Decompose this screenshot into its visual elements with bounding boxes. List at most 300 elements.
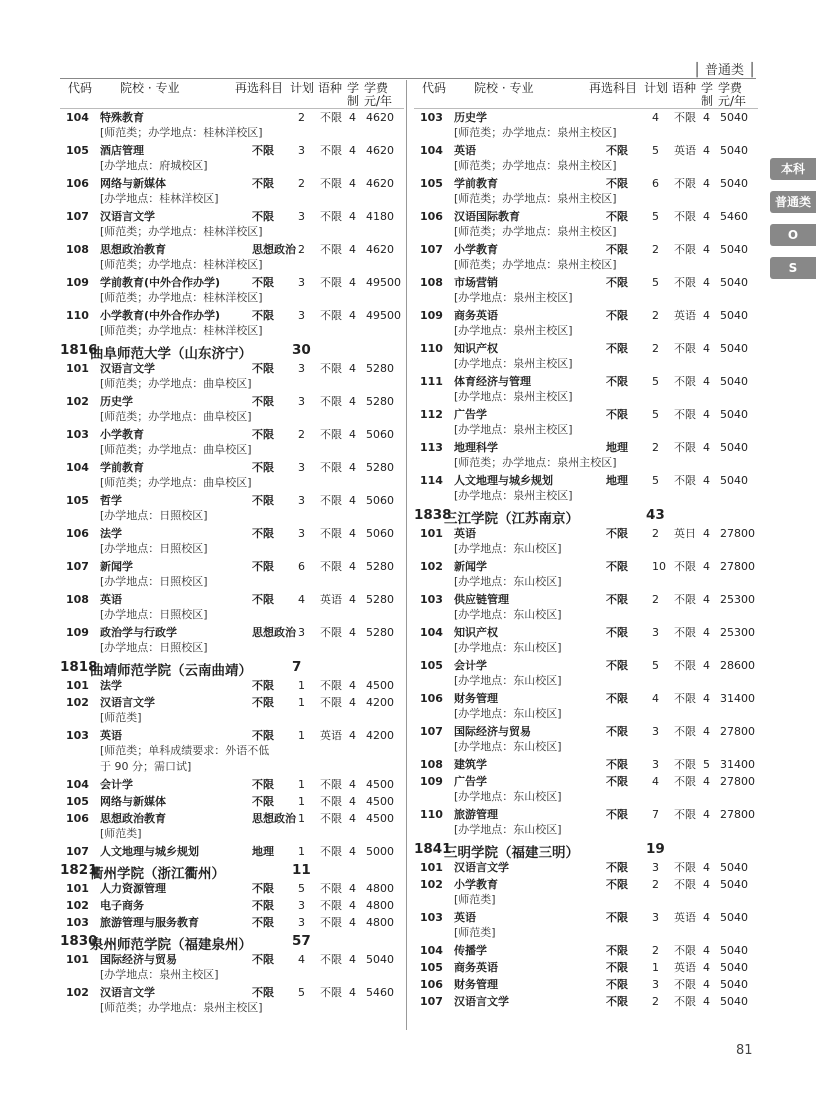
major-yrs: 4: [703, 808, 710, 821]
school-name: 衢州学院（浙江衢州）: [90, 866, 225, 882]
major-fee: 5280: [366, 593, 394, 606]
major-subj: 不限: [606, 775, 628, 788]
major-fee: 5040: [720, 144, 748, 157]
major-subj: 不限: [252, 986, 274, 999]
major-subj: 思想政治: [252, 243, 296, 256]
major-row: [414, 142, 758, 175]
major-fee: 5040: [720, 961, 748, 974]
major-row: [414, 208, 758, 241]
major-subj: 不限: [606, 276, 628, 289]
major-note: [办学地点：东山校区]: [454, 823, 562, 836]
major-name: 思想政治教育: [100, 812, 166, 825]
header-name: 院校 · 专业: [120, 81, 180, 95]
major-fee: 5000: [366, 845, 394, 858]
left-column: [60, 80, 404, 1017]
header-plan: 计划: [644, 81, 669, 95]
major-code: 106: [66, 527, 89, 540]
major-note: [师范类；办学地点：泉州主校区]: [454, 159, 617, 172]
major-yrs: 4: [703, 527, 710, 540]
major-code: 101: [420, 527, 443, 540]
major-code: 104: [66, 111, 89, 124]
major-lang: 不限: [320, 243, 342, 256]
major-plan: 2: [652, 441, 659, 454]
major-name: 汉语言文学: [454, 861, 509, 874]
major-plan: 5: [652, 474, 659, 487]
major-yrs: 4: [703, 560, 710, 573]
major-name: 历史学: [454, 111, 487, 124]
major-name: 商务英语: [454, 309, 498, 322]
major-code: 113: [420, 441, 443, 454]
major-lang: 不限: [320, 899, 342, 912]
page-number: 81: [736, 1043, 753, 1058]
major-code: 109: [420, 309, 443, 322]
tab-general[interactable]: 普通类: [770, 191, 816, 213]
major-name: 法学: [100, 527, 122, 540]
major-yrs: 4: [349, 111, 356, 124]
major-fee: 5060: [366, 527, 394, 540]
major-note: [办学地点：东山校区]: [454, 674, 562, 687]
major-row: [60, 880, 404, 897]
major-fee: 5040: [720, 243, 748, 256]
major-name: 酒店管理: [100, 144, 144, 157]
major-subj: 地理: [606, 441, 628, 454]
major-fee: 5280: [366, 395, 394, 408]
major-fee: 5280: [366, 560, 394, 573]
major-note: [办学地点：东山校区]: [454, 575, 562, 588]
major-row: [414, 591, 758, 624]
school-plan: 7: [292, 659, 302, 675]
major-row: [414, 993, 758, 1010]
major-name: 供应链管理: [454, 593, 509, 606]
major-note: [师范类；办学地点：泉州主校区]: [454, 456, 617, 469]
major-fee: 5060: [366, 494, 394, 507]
major-yrs: 4: [703, 210, 710, 223]
major-name: 新闻学: [100, 560, 133, 573]
major-lang: 英语: [674, 911, 696, 924]
major-lang: 不限: [320, 795, 342, 808]
major-name: 广告学: [454, 775, 487, 788]
major-note: [办学地点：东山校区]: [454, 707, 562, 720]
major-lang: 不限: [674, 861, 696, 874]
major-subj: 不限: [252, 795, 274, 808]
major-yrs: 4: [349, 812, 356, 825]
major-lang: 不限: [674, 177, 696, 190]
major-yrs: 5: [703, 758, 710, 771]
major-plan: 3: [652, 725, 659, 738]
major-note: [办学地点：东山校区]: [454, 608, 562, 621]
major-name: 哲学: [100, 494, 122, 507]
major-fee: 31400: [720, 692, 755, 705]
major-code: 107: [420, 725, 443, 738]
school-heading: [60, 931, 404, 951]
major-note: [师范类；办学地点：桂林洋校区]: [100, 291, 263, 304]
major-plan: 1: [298, 795, 305, 808]
major-subj: 不限: [252, 899, 274, 912]
major-plan: 2: [652, 342, 659, 355]
header-yrs: 学 制: [701, 81, 714, 108]
major-note: [办学地点：日照校区]: [100, 608, 208, 621]
major-name: 汉语言文学: [100, 210, 155, 223]
major-row: [414, 439, 758, 472]
major-code: 106: [420, 692, 443, 705]
major-code: 103: [420, 593, 443, 606]
major-fee: 4620: [366, 243, 394, 256]
column-header: [414, 80, 758, 109]
major-name: 传播学: [454, 944, 487, 957]
major-lang: 不限: [674, 342, 696, 355]
school-name: 泉州师范学院（福建泉州）: [90, 937, 252, 953]
major-fee: 5040: [720, 111, 748, 124]
major-code: 104: [66, 461, 89, 474]
major-code: 107: [420, 243, 443, 256]
major-row: [414, 723, 758, 756]
major-lang: 不限: [674, 243, 696, 256]
header-code: 代码: [68, 81, 93, 95]
major-note: [师范类；办学地点：曲阜校区]: [100, 476, 252, 489]
header-lang: 语种: [318, 81, 343, 95]
major-yrs: 4: [703, 911, 710, 924]
major-name: 小学教育: [100, 428, 144, 441]
major-row: [414, 624, 758, 657]
major-yrs: 4: [349, 210, 356, 223]
major-plan: 3: [298, 362, 305, 375]
major-fee: 5460: [366, 986, 394, 999]
header-lang: 语种: [672, 81, 697, 95]
major-fee: 4500: [366, 679, 394, 692]
major-fee: 4800: [366, 899, 394, 912]
major-lang: 不限: [320, 276, 342, 289]
major-note: [师范类；办学地点：泉州主校区]: [100, 1001, 263, 1014]
major-yrs: 4: [349, 309, 356, 322]
major-subj: 不限: [606, 210, 628, 223]
major-code: 101: [66, 362, 89, 375]
major-code: 108: [420, 276, 443, 289]
major-fee: 4200: [366, 729, 394, 742]
major-code: 109: [420, 775, 443, 788]
major-plan: 1: [298, 812, 305, 825]
major-lang: 不限: [674, 560, 696, 573]
major-fee: 5460: [720, 210, 748, 223]
major-row: [414, 942, 758, 959]
major-subj: 不限: [252, 309, 274, 322]
major-note: [师范类]: [454, 926, 496, 939]
major-code: 114: [420, 474, 443, 487]
major-plan: 10: [652, 560, 666, 573]
major-code: 110: [420, 808, 443, 821]
major-row: [60, 208, 404, 241]
major-code: 107: [66, 560, 89, 573]
major-fee: 4500: [366, 795, 394, 808]
major-yrs: 4: [703, 375, 710, 388]
major-code: 109: [66, 276, 89, 289]
major-fee: 4800: [366, 916, 394, 929]
major-yrs: 4: [703, 144, 710, 157]
major-lang: 英语: [320, 729, 342, 742]
major-plan: 2: [652, 944, 659, 957]
major-code: 110: [66, 309, 89, 322]
major-name: 人力资源管理: [100, 882, 166, 895]
major-plan: 4: [652, 111, 659, 124]
major-yrs: 4: [349, 626, 356, 639]
tab-o[interactable]: O: [770, 224, 816, 246]
major-code: 104: [420, 626, 443, 639]
major-plan: 3: [298, 144, 305, 157]
major-row: [414, 959, 758, 976]
major-yrs: 4: [703, 659, 710, 672]
major-code: 108: [66, 593, 89, 606]
major-row: [60, 426, 404, 459]
major-fee: 4620: [366, 177, 394, 190]
major-yrs: 4: [349, 795, 356, 808]
major-row: [414, 472, 758, 505]
major-subj: 不限: [252, 560, 274, 573]
major-code: 108: [420, 758, 443, 771]
major-code: 107: [420, 995, 443, 1008]
major-fee: 5040: [720, 944, 748, 957]
major-plan: 3: [652, 978, 659, 991]
major-lang: 不限: [320, 916, 342, 929]
major-subj: 不限: [252, 362, 274, 375]
major-fee: 5040: [720, 474, 748, 487]
major-fee: 27800: [720, 808, 755, 821]
major-lang: 不限: [674, 725, 696, 738]
major-fee: 5040: [366, 953, 394, 966]
major-yrs: 4: [703, 111, 710, 124]
major-subj: 不限: [606, 342, 628, 355]
major-subj: 不限: [606, 527, 628, 540]
major-note: [师范类；单科成绩要求：外语不低 于 90 分；需口试]: [100, 744, 270, 773]
major-plan: 4: [652, 692, 659, 705]
major-yrs: 4: [349, 593, 356, 606]
major-lang: 不限: [674, 944, 696, 957]
major-plan: 2: [652, 593, 659, 606]
major-yrs: 4: [703, 995, 710, 1008]
major-lang: 不限: [320, 696, 342, 709]
major-lang: 不限: [320, 177, 342, 190]
major-note: [师范类；办学地点：曲阜校区]: [100, 410, 252, 423]
major-name: 体育经济与管理: [454, 375, 531, 388]
major-name: 小学教育: [454, 243, 498, 256]
major-plan: 4: [298, 593, 305, 606]
major-subj: 不限: [606, 375, 628, 388]
school-code: 1830: [60, 933, 98, 949]
major-plan: 3: [298, 276, 305, 289]
major-subj: 不限: [606, 626, 628, 639]
major-plan: 1: [298, 778, 305, 791]
major-fee: 49500: [366, 276, 401, 289]
major-note: [办学地点：泉州主校区]: [100, 968, 219, 981]
header-fee: 学费 元/年: [364, 81, 393, 108]
major-lang: 不限: [674, 758, 696, 771]
major-fee: 28600: [720, 659, 755, 672]
major-name: 历史学: [100, 395, 133, 408]
school-plan: 19: [646, 841, 665, 857]
major-code: 102: [66, 986, 89, 999]
tab-undergraduate[interactable]: 本科: [770, 158, 816, 180]
major-lang: 不限: [674, 375, 696, 388]
major-lang: 不限: [674, 878, 696, 891]
major-row: [60, 307, 404, 340]
major-name: 汉语言文学: [100, 986, 155, 999]
major-lang: 英语: [674, 961, 696, 974]
major-plan: 3: [298, 899, 305, 912]
major-lang: 不限: [674, 210, 696, 223]
school-name: 三江学院（江苏南京）: [444, 511, 579, 527]
major-row: [60, 677, 404, 694]
side-tabs: [770, 158, 816, 290]
major-subj: 不限: [252, 916, 274, 929]
major-plan: 5: [652, 144, 659, 157]
major-row: [60, 843, 404, 860]
major-yrs: 4: [703, 593, 710, 606]
major-lang: 不限: [674, 276, 696, 289]
major-code: 103: [66, 916, 89, 929]
major-plan: 2: [298, 243, 305, 256]
major-yrs: 4: [349, 243, 356, 256]
major-subj: 不限: [606, 659, 628, 672]
major-code: 101: [420, 861, 443, 874]
major-fee: 4620: [366, 144, 394, 157]
major-yrs: 4: [349, 494, 356, 507]
major-plan: 7: [652, 808, 659, 821]
school-heading: [60, 657, 404, 677]
major-name: 汉语言文学: [100, 696, 155, 709]
major-subj: 不限: [606, 911, 628, 924]
major-fee: 4800: [366, 882, 394, 895]
major-row: [414, 307, 758, 340]
major-fee: 5040: [720, 911, 748, 924]
major-plan: 2: [298, 177, 305, 190]
major-subj: 不限: [606, 978, 628, 991]
major-code: 109: [66, 626, 89, 639]
major-code: 101: [66, 882, 89, 895]
major-lang: 不限: [674, 808, 696, 821]
school-heading: [414, 505, 758, 525]
major-subj: 不限: [252, 461, 274, 474]
major-plan: 2: [652, 309, 659, 322]
major-subj: 不限: [252, 276, 274, 289]
major-code: 107: [66, 845, 89, 858]
major-subj: 地理: [252, 845, 274, 858]
major-code: 103: [420, 911, 443, 924]
major-subj: 不限: [606, 560, 628, 573]
major-plan: 1: [298, 696, 305, 709]
major-fee: 5040: [720, 978, 748, 991]
major-fee: 27800: [720, 527, 755, 540]
major-yrs: 4: [349, 428, 356, 441]
major-subj: 不限: [252, 593, 274, 606]
major-subj: 不限: [606, 878, 628, 891]
tab-s[interactable]: S: [770, 257, 816, 279]
major-yrs: 4: [703, 309, 710, 322]
major-yrs: 4: [349, 144, 356, 157]
major-yrs: 4: [703, 725, 710, 738]
major-lang: 不限: [320, 882, 342, 895]
major-name: 特殊教育: [100, 111, 144, 124]
major-note: [办学地点：泉州主校区]: [454, 357, 573, 370]
major-yrs: 4: [349, 679, 356, 692]
major-code: 104: [66, 778, 89, 791]
major-name: 人文地理与城乡规划: [100, 845, 199, 858]
major-yrs: 4: [349, 953, 356, 966]
major-name: 财务管理: [454, 978, 498, 991]
major-subj: 不限: [606, 593, 628, 606]
major-note: [师范类；办学地点：泉州主校区]: [454, 126, 617, 139]
major-row: [414, 756, 758, 773]
major-subj: 不限: [252, 729, 274, 742]
major-name: 会计学: [454, 659, 487, 672]
school-code: 1816: [60, 342, 98, 358]
major-yrs: 4: [703, 177, 710, 190]
major-lang: 不限: [674, 626, 696, 639]
major-subj: 不限: [606, 944, 628, 957]
major-plan: 3: [298, 309, 305, 322]
major-lang: 不限: [320, 144, 342, 157]
major-fee: 5040: [720, 861, 748, 874]
major-name: 学前教育: [454, 177, 498, 190]
major-subj: 不限: [252, 778, 274, 791]
major-lang: 不限: [320, 626, 342, 639]
major-row: [414, 859, 758, 876]
major-subj: 不限: [252, 679, 274, 692]
major-lang: 英语: [320, 593, 342, 606]
major-lang: 英语: [674, 144, 696, 157]
major-subj: 不限: [606, 758, 628, 771]
major-code: 105: [66, 144, 89, 157]
major-code: 102: [66, 696, 89, 709]
major-row: [414, 690, 758, 723]
major-yrs: 4: [349, 395, 356, 408]
major-note: [办学地点：泉州主校区]: [454, 324, 573, 337]
major-name: 英语: [100, 729, 122, 742]
major-note: [办学地点：东山校区]: [454, 542, 562, 555]
major-subj: 地理: [606, 474, 628, 487]
major-name: 英语: [454, 911, 476, 924]
major-code: 110: [420, 342, 443, 355]
major-name: 知识产权: [454, 626, 498, 639]
major-plan: 2: [298, 111, 305, 124]
major-code: 103: [66, 428, 89, 441]
major-row: [60, 591, 404, 624]
major-plan: 4: [298, 953, 305, 966]
major-code: 106: [420, 210, 443, 223]
major-subj: 不限: [252, 953, 274, 966]
major-plan: 6: [652, 177, 659, 190]
major-note: [办学地点：府城校区]: [100, 159, 208, 172]
major-lang: 不限: [674, 995, 696, 1008]
major-note: [办学地点：日照校区]: [100, 509, 208, 522]
major-subj: 思想政治: [252, 812, 296, 825]
major-code: 111: [420, 375, 443, 388]
major-fee: 5040: [720, 441, 748, 454]
major-subj: 不限: [606, 144, 628, 157]
major-lang: 不限: [674, 474, 696, 487]
major-lang: 不限: [320, 778, 342, 791]
major-name: 建筑学: [454, 758, 487, 771]
major-fee: 4500: [366, 778, 394, 791]
major-subj: 不限: [252, 144, 274, 157]
major-plan: 5: [298, 986, 305, 999]
major-name: 英语: [100, 593, 122, 606]
major-plan: 2: [298, 428, 305, 441]
major-plan: 3: [652, 911, 659, 924]
major-name: 人文地理与城乡规划: [454, 474, 553, 487]
major-code: 103: [66, 729, 89, 742]
major-row: [60, 525, 404, 558]
major-lang: 不限: [320, 461, 342, 474]
major-yrs: 4: [703, 944, 710, 957]
major-fee: 5060: [366, 428, 394, 441]
